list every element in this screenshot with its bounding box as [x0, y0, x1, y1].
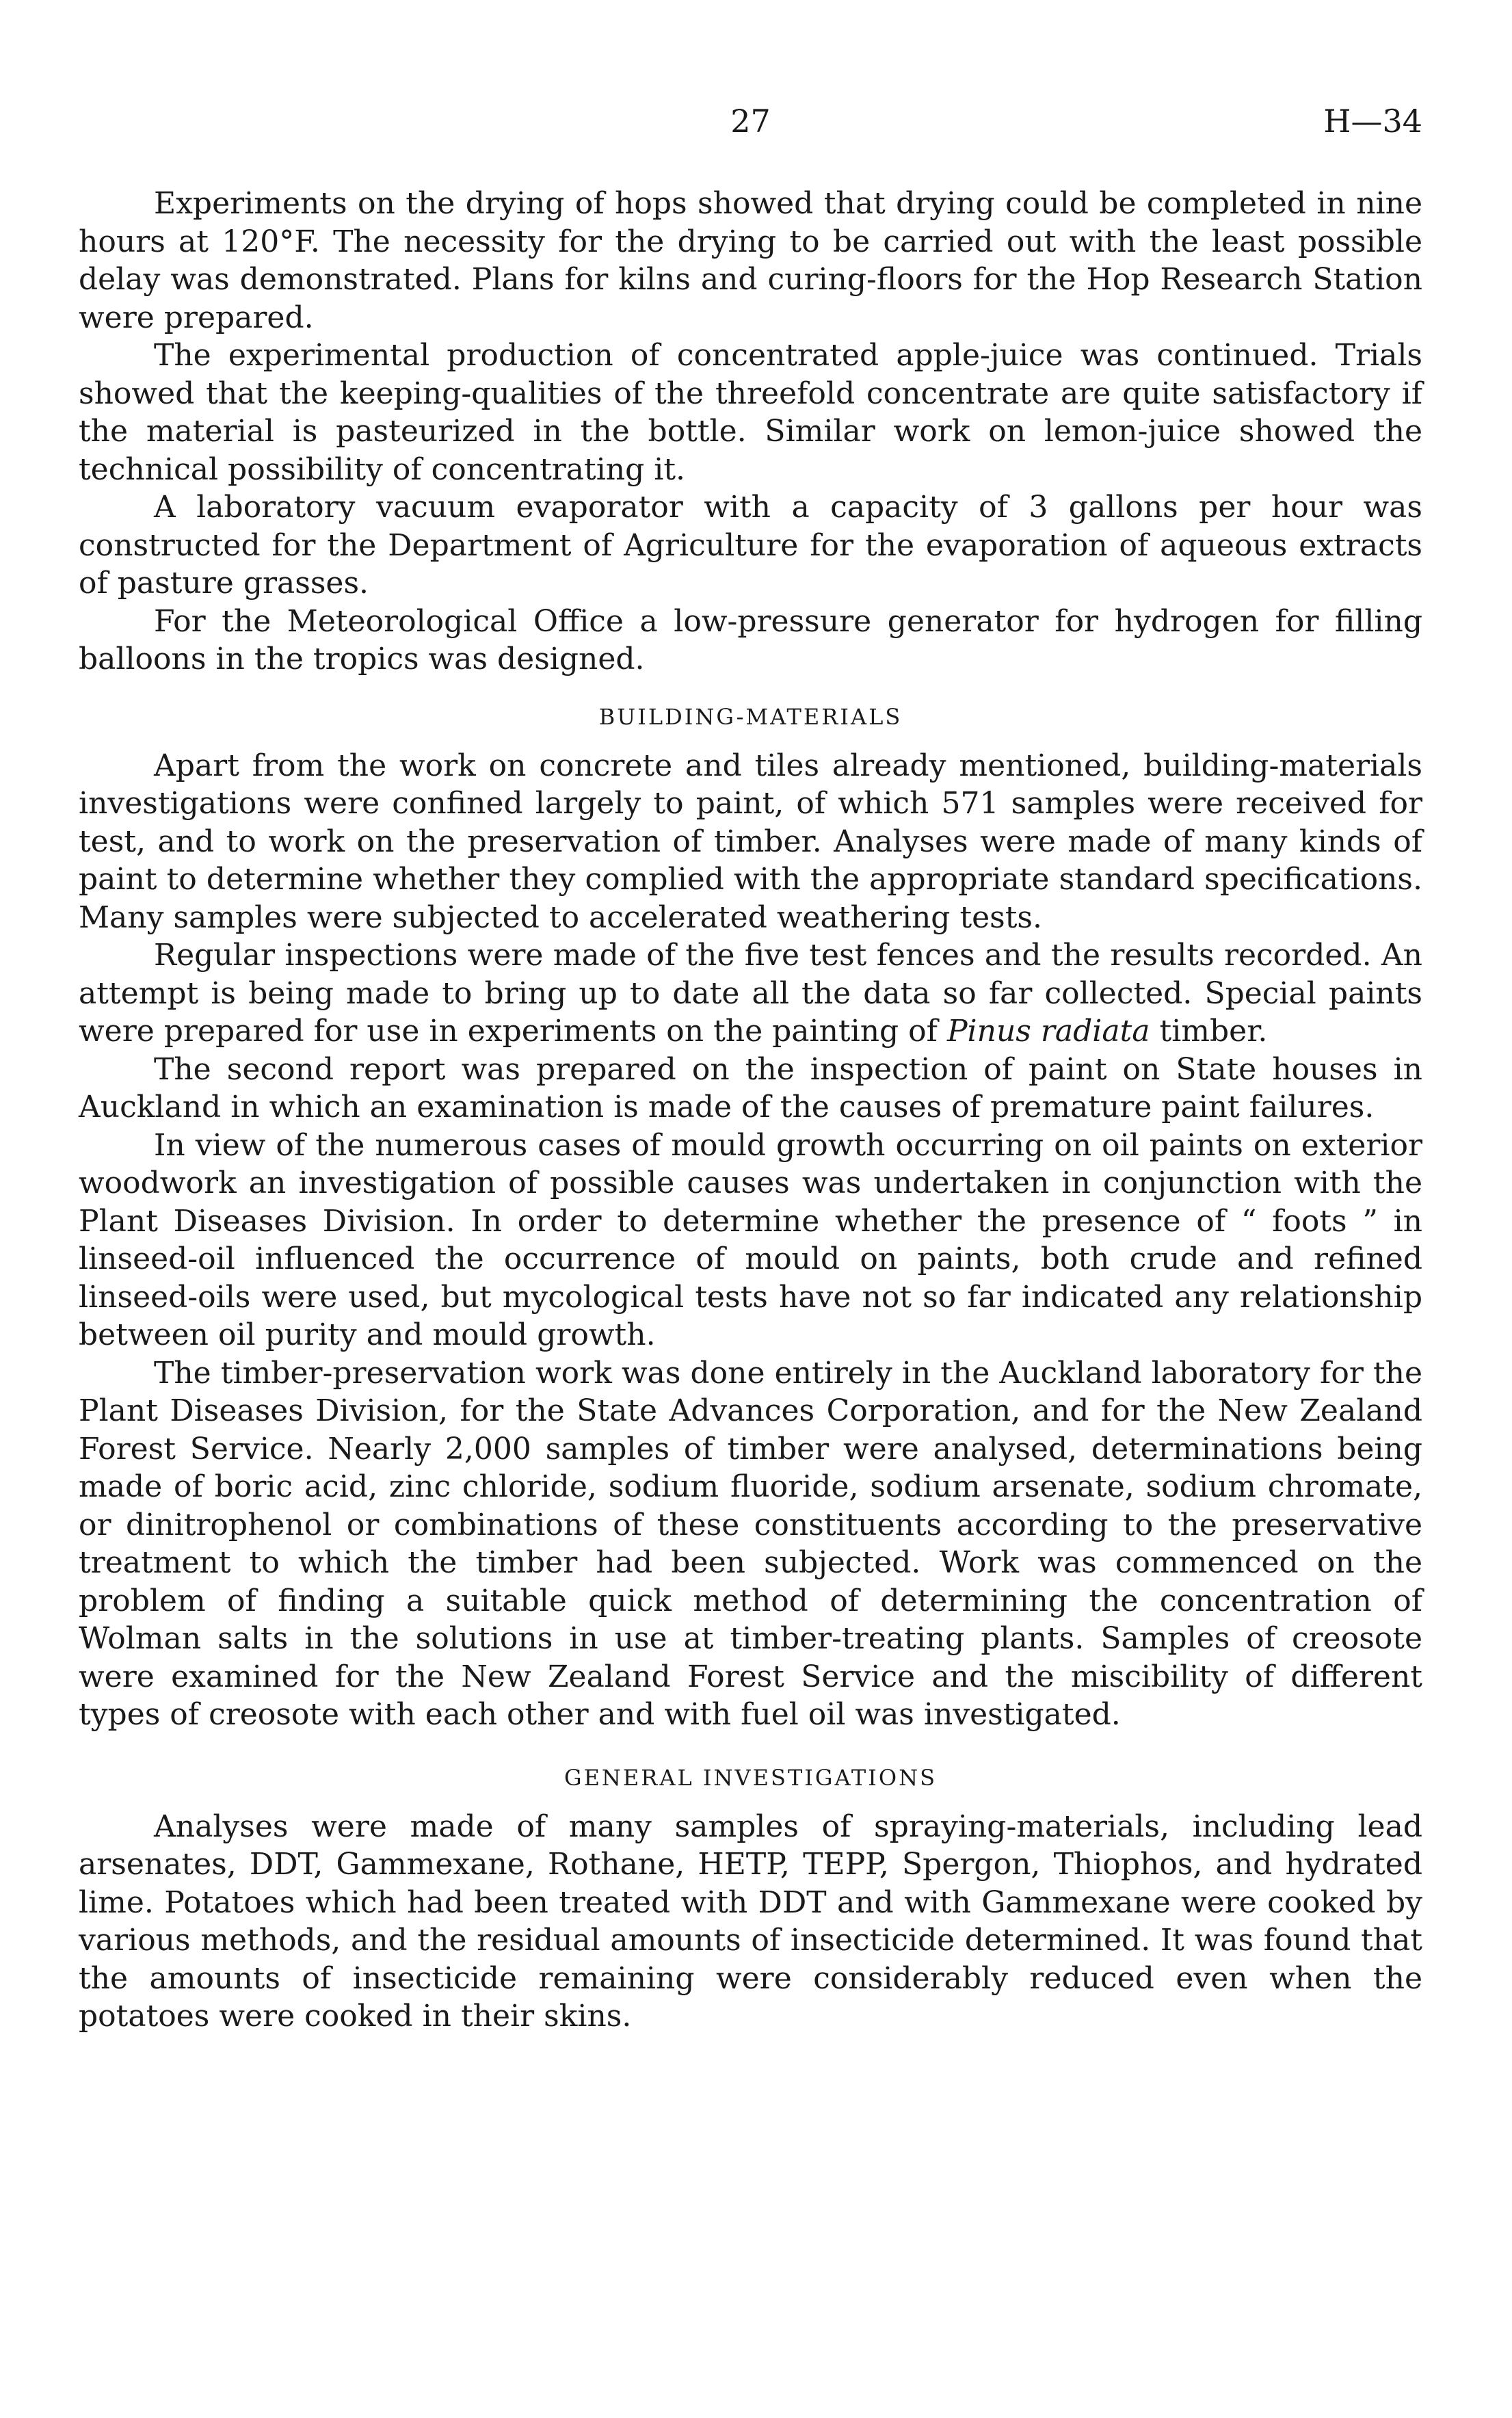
paragraph-paint-investigations: Apart from the work on concrete and tiles already mentioned, building-materials investigations were confined largely to paint, of which 571 samples were received for test, and to work on the preservation of timber. Analyses were made of many kinds of paint to determine whether they complied with the appropriate standard specifications. Many samples were subjected to accelerated weathering tests.: [79, 748, 1422, 935]
test-fences-text-end: timber.: [1150, 1014, 1268, 1049]
paragraph-hops-drying: Experiments on the drying of hops showed that drying could be completed in nine hours at 120°F. The necessity for the drying to be carried out with the least possible delay was demonstrated. Plans for kilns and curing-floors for the Hop Research Station were prepared.: [79, 186, 1422, 335]
paragraph-mould-growth: In view of the numerous cases of mould growth occurring on oil paints on exterior woodwork an investigation of possible causes was undertaken in conjunction with the Plant Diseases Division. In order to determine whether the presence of “ foots ” in linseed-oil influenced the occurrence of mould on paints, both crude and refined linseed-oils were used, but mycological tests have not so far indicated any relationship between oil purity and mould growth.: [79, 1127, 1422, 1352]
page-header: [79, 103, 1422, 150]
paragraph-vacuum-evaporator: A laboratory vacuum evaporator with a capacity of 3 gallons per hour was constructed for the Department of Agriculture for the evaporation of aqueous extracts of pasture grasses.: [79, 490, 1422, 601]
document-reference: H—34: [1323, 103, 1422, 140]
paragraph-test-fences: [79, 936, 1422, 1051]
paragraph-hydrogen-generator: For the Meteorological Office a low-pressure generator for hydrogen for filling balloons in the tropics was designed.: [79, 603, 1422, 676]
paragraph-state-houses-report: The second report was prepared on the inspection of paint on State houses in Auckland in which an examination is made of the causes of premature paint failures.: [79, 1051, 1422, 1125]
test-fences-text-start: Regular inspections were made of the five test fences and the results recorded. An attempt is being made to bring up to date all the data so far collected. Special paints were prepared for use in experiments on the painting of: [79, 938, 1422, 1049]
section-heading-building-materials: BUILDING-MATERIALS: [598, 703, 903, 730]
species-name-italic: Pinus radiata: [946, 1014, 1150, 1049]
paragraph-timber-preservation: The timber-preservation work was done entirely in the Auckland laboratory for the Plant Diseases Division, for the State Advances Corporation, and for the New Zealand Forest Service. Nearly 2,000 samples of timber were analysed, determinations being made of boric acid, zinc chloride, sodium fluoride, sodium arsenate, sodium chromate, or dinitrophenol or combinations of these constituents according to the preservative treatment to which the timber had been subjected. Work was commenced on the problem of finding a suitable quick method of determining the concentration of Wolman salts in the solutions in use at timber-treating plants. Samples of creosote were examined for the New Zealand Forest Service and the miscibility of different types of creosote with each other and with fuel oil was investigated.: [79, 1355, 1422, 1732]
body-text: [79, 185, 1422, 2036]
paragraph-apple-juice: The experimental production of concentrated apple-juice was continued. Trials showed that the keeping-qualities of the threefold concentrate are quite satisfactory if the material is pasteurized in the bottle. Similar work on lemon-juice showed the technical possibility of concentrating it.: [79, 338, 1422, 487]
paragraph-spraying-materials: Analyses were made of many samples of spraying-materials, including lead arsenates, DDT, Gammexane, Rothane, HETP, TEPP, Spergon, Thiophos, and hydrated lime. Potatoes which had been treated with DDT and with Gammexane were cooked by various methods, and the residual amounts of insecticide determined. It was found that the amounts of insecticide remaining were considerably reduced even when the potatoes were cooked in their skins.: [79, 1809, 1422, 2034]
page-number: 27: [730, 103, 771, 140]
section-heading-general-investigations: GENERAL INVESTIGATIONS: [564, 1764, 937, 1791]
